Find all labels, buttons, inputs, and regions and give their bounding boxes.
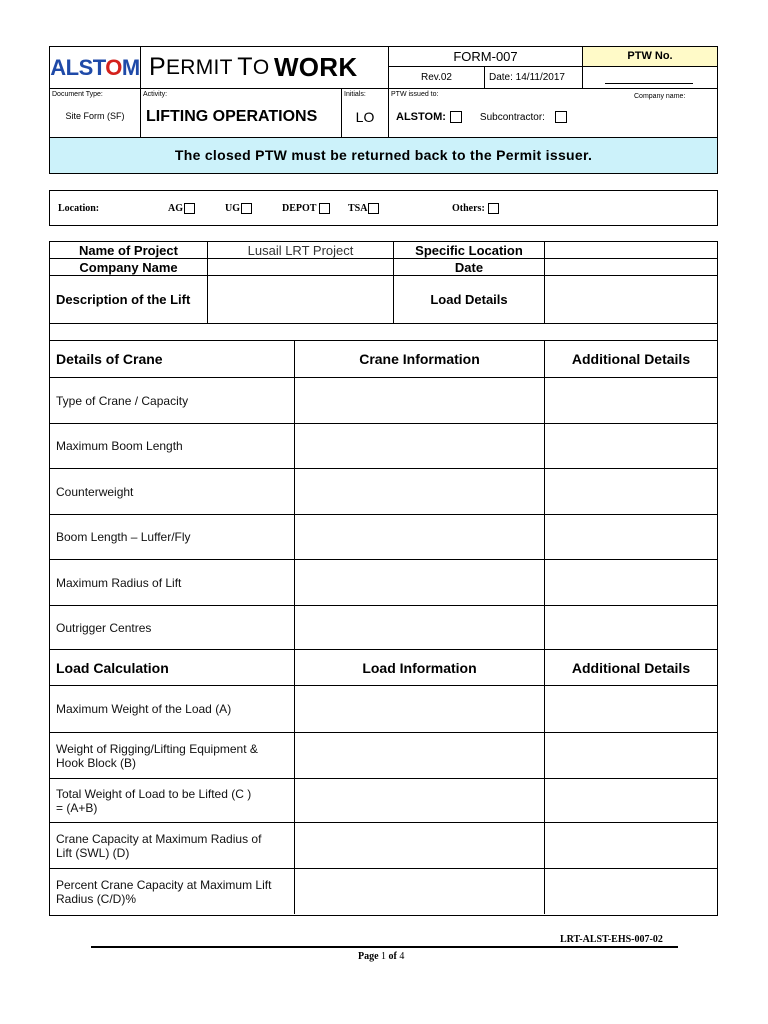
logo-cell	[50, 47, 141, 89]
project-name-label: Name of Project	[50, 242, 208, 259]
load-header-information: Load Information	[295, 650, 545, 685]
return-notice: The closed PTW must be returned back to the Permit issuer.	[50, 138, 717, 173]
table-row: Maximum Weight of the Load (A)	[50, 686, 717, 733]
table-row: Weight of Rigging/Lifting Equipment & Hook Block (B)	[50, 733, 717, 779]
crane-header-details: Details of Crane	[50, 341, 295, 377]
load-additional-cell[interactable]	[545, 686, 717, 732]
activity-cell: Activity: LIFTING OPERATIONS	[141, 89, 342, 138]
ptw-no-field[interactable]	[583, 67, 717, 89]
footer-divider	[91, 946, 678, 948]
location-option-others[interactable]: Others:	[452, 203, 499, 214]
load-details-value[interactable]	[545, 276, 717, 324]
ptw-no-label: PTW No.	[583, 47, 717, 67]
location-option-tsa[interactable]: TSA	[348, 203, 379, 214]
crane-additional-cell[interactable]	[545, 469, 717, 514]
crane-info-cell[interactable]	[295, 515, 545, 559]
crane-info-cell[interactable]	[295, 606, 545, 650]
crane-info-cell[interactable]	[295, 469, 545, 514]
date-value[interactable]	[545, 259, 717, 276]
alstom-logo: ALSTOM	[50, 54, 140, 80]
crane-header-additional: Additional Details	[571, 351, 691, 367]
crane-info-cell[interactable]	[295, 378, 545, 423]
load-additional-cell[interactable]	[545, 823, 717, 868]
document-code: LRT-ALST-EHS-007-02	[560, 934, 663, 945]
load-table	[49, 650, 718, 916]
document-type-value: Site Form (SF)	[65, 111, 125, 121]
project-name-value[interactable]: Lusail LRT Project	[208, 242, 394, 259]
page-number: Page 1 of 4	[358, 951, 405, 962]
table-row: Boom Length – Luffer/Fly	[50, 515, 717, 560]
crane-additional-cell[interactable]	[545, 515, 717, 559]
crane-additional-cell[interactable]	[545, 378, 717, 423]
table-row: Percent Crane Capacity at Maximum Lift Radius (C/D)%	[50, 869, 717, 914]
location-option-ag[interactable]: AG	[168, 203, 195, 214]
document-type-cell: Document Type: Site Form (SF)	[50, 89, 141, 138]
load-header-calculation: Load Calculation	[50, 650, 295, 685]
lift-description-value[interactable]	[208, 276, 394, 324]
lift-description-label: Description of the Lift	[50, 276, 208, 324]
location-box	[49, 190, 718, 226]
crane-header-information: Crane Information	[295, 341, 545, 377]
table-row: Outrigger Centres	[50, 606, 717, 650]
location-option-ug[interactable]: UG	[225, 203, 252, 214]
date-label: Date	[394, 259, 545, 276]
spacer-row	[50, 324, 717, 340]
checkbox-ag[interactable]	[184, 203, 195, 214]
load-additional-cell[interactable]	[545, 779, 717, 822]
load-info-cell[interactable]	[295, 869, 545, 914]
company-name-label: Company Name	[50, 259, 208, 276]
load-header-additional: Additional Details	[571, 659, 691, 676]
initials-cell: Initials: LO	[342, 89, 389, 138]
project-table	[49, 241, 718, 341]
subcontractor-option-label: Subcontractor:	[479, 111, 545, 123]
checkbox-ug[interactable]	[241, 203, 252, 214]
load-header-row	[50, 650, 717, 686]
specific-location-label: Specific Location	[394, 242, 545, 259]
checkbox-others[interactable]	[488, 203, 499, 214]
table-row: Type of Crane / Capacity	[50, 378, 717, 424]
form-date: Date: 14/11/2017	[485, 67, 583, 89]
location-option-depot[interactable]: DEPOT	[282, 203, 330, 214]
crane-table	[49, 340, 718, 650]
alstom-option-label: ALSTOM:	[396, 111, 446, 123]
subcontractor-checkbox[interactable]	[555, 111, 567, 123]
crane-info-cell[interactable]	[295, 424, 545, 468]
crane-additional-cell[interactable]	[545, 424, 717, 468]
crane-additional-cell[interactable]	[545, 560, 717, 605]
checkbox-tsa[interactable]	[368, 203, 379, 214]
form-title: P ERMIT T O WORK	[141, 47, 389, 89]
activity-value: LIFTING OPERATIONS	[146, 108, 318, 125]
table-row: Total Weight of Load to be Lifted (C ) = (A+B)	[50, 779, 717, 823]
load-additional-cell[interactable]	[545, 869, 717, 914]
table-row: Maximum Boom Length	[50, 424, 717, 469]
load-additional-cell[interactable]	[545, 733, 717, 778]
initials-value: LO	[355, 109, 375, 125]
load-info-cell[interactable]	[295, 733, 545, 778]
revision: Rev.02	[389, 67, 485, 89]
table-row: Crane Capacity at Maximum Radius of Lift (SWL) (D)	[50, 823, 717, 869]
table-row: Counterweight	[50, 469, 717, 515]
load-details-label: Load Details	[394, 276, 545, 324]
load-info-cell[interactable]	[295, 779, 545, 822]
issued-to-cell: PTW issued to: Company name: ALSTOM: Subcontractor:	[389, 89, 717, 138]
crane-info-cell[interactable]	[295, 560, 545, 605]
checkbox-depot[interactable]	[319, 203, 330, 214]
load-info-cell[interactable]	[295, 823, 545, 868]
form-code: FORM-007	[389, 47, 583, 67]
location-label: Location:	[58, 203, 100, 214]
crane-additional-cell[interactable]	[545, 606, 717, 650]
specific-location-value[interactable]	[545, 242, 717, 259]
load-info-cell[interactable]	[295, 686, 545, 732]
table-row: Maximum Radius of Lift	[50, 560, 717, 606]
crane-header-row	[50, 341, 717, 378]
alstom-checkbox[interactable]	[450, 111, 462, 123]
form-header	[49, 46, 718, 174]
company-name-value[interactable]	[208, 259, 394, 276]
